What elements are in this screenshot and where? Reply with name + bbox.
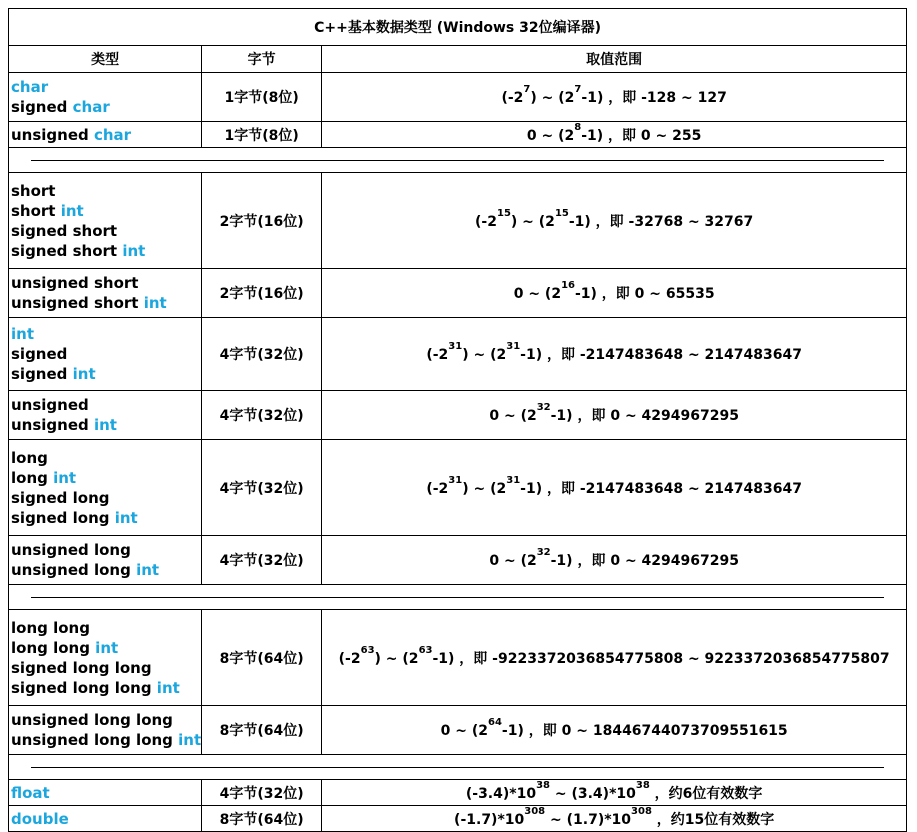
range-text: 0 ~ (2 (440, 723, 488, 739)
exponent: 38 (536, 779, 550, 791)
separator-line (31, 767, 884, 768)
header-bytes: 字节 (202, 46, 322, 73)
type-name (11, 293, 201, 313)
exponent: 32 (536, 402, 551, 413)
type-name (11, 638, 201, 658)
type-cell (9, 706, 202, 755)
table-row (9, 806, 907, 832)
range-text: -1) ，即 0 ~ 65535 (574, 286, 715, 302)
type-token: unsigned (11, 396, 89, 414)
range-text: -1) ，即 0 ~ 255 (581, 127, 702, 144)
range-text: (-2 (426, 347, 449, 363)
range-cell (322, 318, 907, 391)
type-token: long (11, 468, 54, 487)
type-name (11, 181, 201, 201)
type-cell (9, 173, 202, 269)
range-text: ~ (3.4)*10 (550, 785, 636, 802)
type-token: unsigned long (11, 541, 131, 559)
exponent: 15 (496, 207, 511, 219)
range-text: 0 ~ (2 (489, 553, 537, 569)
separator-cell (9, 585, 907, 610)
exponent: 31 (506, 474, 521, 486)
type-cell (9, 269, 202, 318)
type-token: signed (11, 345, 68, 363)
range-cell (322, 391, 907, 440)
type-token: signed short (11, 221, 118, 240)
table-row (9, 173, 907, 269)
range-cell (322, 536, 907, 585)
type-name (11, 730, 201, 750)
range-text: (-2 (501, 90, 524, 106)
keyword-token: double (11, 809, 69, 828)
keyword-token: int (53, 468, 77, 487)
range-cell (322, 173, 907, 269)
exponent: 63 (360, 644, 375, 656)
range-text: ，约15位有效数字 (651, 811, 775, 828)
type-token: signed long (11, 488, 110, 507)
exponent: 32 (536, 547, 551, 558)
range-cell (322, 706, 907, 755)
table-title: C++基本数据类型 (Windows 32位编译器) (9, 9, 907, 46)
keyword-token: int (114, 508, 138, 527)
keyword-token: int (93, 416, 117, 434)
exponent: 308 (631, 805, 652, 817)
type-token: long (11, 448, 48, 467)
type-cell (9, 780, 202, 806)
range-text: -1) ，即 0 ~ 4294967295 (550, 553, 739, 569)
range-text: ~ (1.7)*10 (545, 811, 632, 828)
separator-line (31, 160, 884, 161)
type-name (11, 508, 201, 528)
range-text: 0 ~ (2 (489, 408, 537, 424)
type-cell (9, 391, 202, 440)
type-token: long long (11, 618, 90, 637)
type-cell (9, 536, 202, 585)
keyword-token: float (11, 783, 50, 802)
range-text: -1) ，即 0 ~ 18446744073709551615 (501, 723, 788, 739)
type-name (11, 241, 201, 261)
type-token: unsigned (11, 416, 94, 434)
table-row (9, 122, 907, 148)
type-token: signed short (11, 241, 123, 260)
bytes-cell: 4字节(32位) (202, 440, 322, 536)
exponent: 38 (635, 779, 650, 791)
type-name (11, 488, 201, 508)
type-token: signed long (11, 508, 115, 527)
type-name (11, 678, 201, 698)
type-name (11, 77, 201, 97)
type-name (11, 344, 201, 364)
keyword-token: int (136, 561, 160, 579)
type-name (11, 97, 201, 117)
type-name (11, 221, 201, 241)
separator-row (9, 148, 907, 173)
keyword-token: int (72, 365, 96, 383)
keyword-token: char (72, 98, 110, 116)
bytes-cell: 1字节(8位) (202, 73, 322, 122)
exponent: 31 (448, 474, 463, 486)
range-text: (-3.4)*10 (465, 785, 537, 802)
type-token: unsigned short (11, 294, 144, 312)
exponent: 15 (554, 207, 569, 219)
type-cell (9, 440, 202, 536)
exponent: 64 (488, 717, 502, 728)
type-name (11, 125, 201, 145)
type-token: unsigned long (11, 561, 137, 579)
range-text: (-2 (338, 650, 361, 667)
bytes-cell: 4字节(32位) (202, 780, 322, 806)
range-text: 0 ~ (2 (526, 127, 575, 144)
keyword-token: int (143, 294, 167, 312)
type-token: short (11, 181, 56, 200)
type-name (11, 540, 201, 560)
type-token: signed (11, 365, 73, 383)
table-row (9, 706, 907, 755)
range-cell (322, 440, 907, 536)
exponent: 16 (561, 280, 575, 291)
bytes-cell: 8字节(64位) (202, 706, 322, 755)
type-token: unsigned long long (11, 731, 179, 749)
type-name (11, 809, 201, 829)
keyword-token: char (93, 125, 132, 144)
type-token: unsigned (11, 125, 94, 144)
keyword-token: int (122, 241, 146, 260)
header-range: 取值范围 (322, 46, 907, 73)
type-name (11, 710, 201, 730)
range-cell (322, 269, 907, 318)
bytes-cell: 4字节(32位) (202, 391, 322, 440)
range-text: -1) ，即 -2147483648 ~ 2147483647 (520, 480, 802, 497)
type-name (11, 273, 201, 293)
keyword-token: int (95, 638, 119, 657)
range-text: -1) ，即 0 ~ 4294967295 (550, 408, 739, 424)
range-text: ) ~ (2 (462, 480, 507, 497)
range-cell (322, 610, 907, 706)
type-name (11, 618, 201, 638)
range-text: ) ~ (2 (374, 650, 419, 667)
bytes-cell: 8字节(64位) (202, 610, 322, 706)
table-row (9, 440, 907, 536)
range-text: ) ~ (2 (462, 347, 507, 363)
data-types-table (8, 8, 907, 832)
separator-cell (9, 148, 907, 173)
table-row (9, 269, 907, 318)
range-cell (322, 780, 907, 806)
range-text: ) ~ (2 (530, 90, 575, 106)
range-text: -1) ，即 -9223372036854775808 ~ 9223372036854775807 (432, 650, 890, 667)
keyword-token: int (60, 201, 84, 220)
range-cell (322, 122, 907, 148)
type-cell (9, 806, 202, 832)
type-name (11, 560, 201, 580)
bytes-cell: 2字节(16位) (202, 269, 322, 318)
type-name (11, 364, 201, 384)
range-text: -1) ，即 -128 ~ 127 (581, 90, 727, 106)
type-cell (9, 73, 202, 122)
type-name (11, 783, 201, 803)
exponent: 31 (448, 341, 463, 352)
separator-row (9, 585, 907, 610)
type-token: signed (11, 98, 73, 116)
type-token: signed long long (11, 678, 157, 697)
table-row (9, 73, 907, 122)
exponent: 308 (524, 805, 546, 817)
keyword-token: int (178, 731, 202, 749)
type-name (11, 395, 201, 415)
exponent: 7 (523, 84, 531, 95)
type-cell (9, 122, 202, 148)
range-text: 0 ~ (2 (513, 286, 562, 302)
range-text: -1) ，即 -32768 ~ 32767 (568, 213, 754, 230)
type-name (11, 658, 201, 678)
range-text: ，约6位有效数字 (649, 785, 763, 802)
table-row (9, 391, 907, 440)
separator-line (31, 597, 884, 598)
table-row (9, 318, 907, 391)
range-text: ) ~ (2 (510, 213, 555, 230)
range-text: -1) ，即 -2147483648 ~ 2147483647 (520, 347, 802, 363)
range-cell (322, 73, 907, 122)
bytes-cell: 1字节(8位) (202, 122, 322, 148)
table-row (9, 536, 907, 585)
header-type: 类型 (9, 46, 202, 73)
bytes-cell: 4字节(32位) (202, 318, 322, 391)
exponent: 31 (506, 341, 521, 352)
type-name (11, 324, 201, 344)
type-name (11, 201, 201, 221)
separator-cell (9, 755, 907, 780)
type-token: signed long long (11, 658, 152, 677)
type-name (11, 468, 201, 488)
separator-row (9, 755, 907, 780)
type-token: unsigned short (11, 274, 139, 292)
bytes-cell: 8字节(64位) (202, 806, 322, 832)
bytes-cell: 4字节(32位) (202, 536, 322, 585)
range-text: (-2 (426, 480, 449, 497)
range-cell (322, 806, 907, 832)
bytes-cell: 2字节(16位) (202, 173, 322, 269)
range-text: (-1.7)*10 (454, 811, 525, 828)
type-token: long long (11, 638, 96, 657)
keyword-token: int (11, 325, 34, 343)
type-cell (9, 610, 202, 706)
type-name (11, 415, 201, 435)
type-token: short (11, 201, 61, 220)
type-name (11, 448, 201, 468)
type-token: unsigned long long (11, 711, 173, 729)
table-row (9, 780, 907, 806)
keyword-token: int (156, 678, 180, 697)
exponent: 63 (418, 644, 433, 656)
table-row (9, 610, 907, 706)
range-text: (-2 (475, 213, 497, 230)
type-cell (9, 318, 202, 391)
exponent: 7 (574, 84, 582, 95)
keyword-token: char (11, 78, 49, 96)
exponent: 8 (574, 121, 582, 133)
